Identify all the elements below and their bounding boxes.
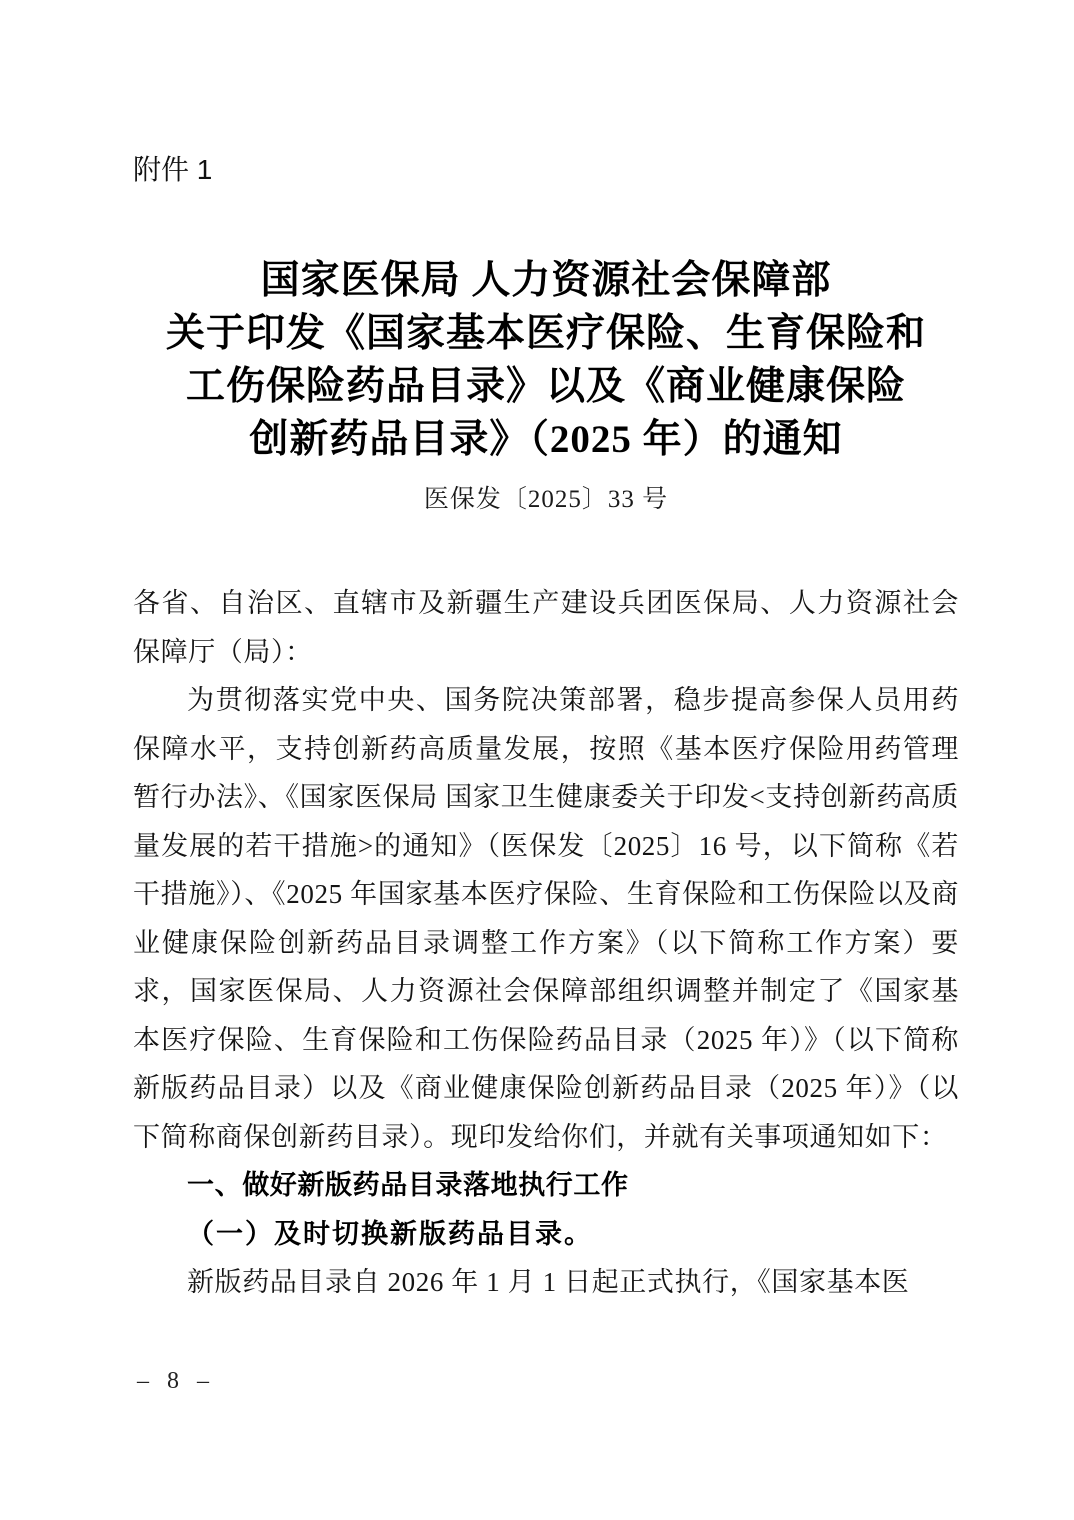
title-line-1: 国家医保局 人力资源社会保障部 bbox=[260, 259, 832, 302]
salutation: 各省、自治区、直辖市及新疆生产建设兵团医保局、人力资源社会保障厅（局）： bbox=[133, 588, 959, 667]
page-number: – 8 – bbox=[137, 1368, 215, 1394]
section-heading-1: 一、做好新版药品目录落地执行工作 bbox=[187, 1170, 629, 1200]
document-number: 医保发〔2025〕33 号 bbox=[423, 486, 669, 513]
subsection-heading-1-1: （一）及时切换新版药品目录。 bbox=[187, 1218, 593, 1249]
title-line-4: 创新药品目录》（2025 年）的通知 bbox=[249, 418, 843, 461]
attachment-label: 附件 1 bbox=[133, 154, 213, 185]
document-content bbox=[133, 0, 959, 1307]
execution-paragraph: 新版药品目录自 2026 年 1 月 1 日起正式执行，《国家基本医 bbox=[187, 1267, 910, 1297]
intro-paragraph: 为贯彻落实党中央、国务院决策部署，稳步提高参保人员用药保障水平，支持创新药高质量发展，按照《基本医疗保险用药管理暂行办法》、《国家医保局 国家卫生健康委关于印发<支持创新药高质量发展的若干措施>的通知》（医保发〔2025〕16 号，以下简称《若干措施》）、《2025 年国家基本医疗保险、生育保险和工伤保险以及商业健康保险创新药品目录调整工作方案》（以下简称工作方案）要求，国家医保局、人力资源社会保障部组织调整并制定了《国家基本医疗保险、生育保险和工伤保险药品目录（2025 年）》（以下简称新版药品目录）以及《商业健康保险创新药品目录（2025 年）》（以下简称商保创新药目录）。现印发给你们，并就有关事项通知如下： bbox=[133, 685, 959, 1152]
document-body bbox=[133, 579, 959, 1307]
document-title bbox=[133, 254, 959, 466]
title-line-3: 工伤保险药品目录》以及《商业健康保险 bbox=[185, 365, 906, 408]
title-line-2: 关于印发《国家基本医疗保险、生育保险和 bbox=[165, 312, 926, 355]
